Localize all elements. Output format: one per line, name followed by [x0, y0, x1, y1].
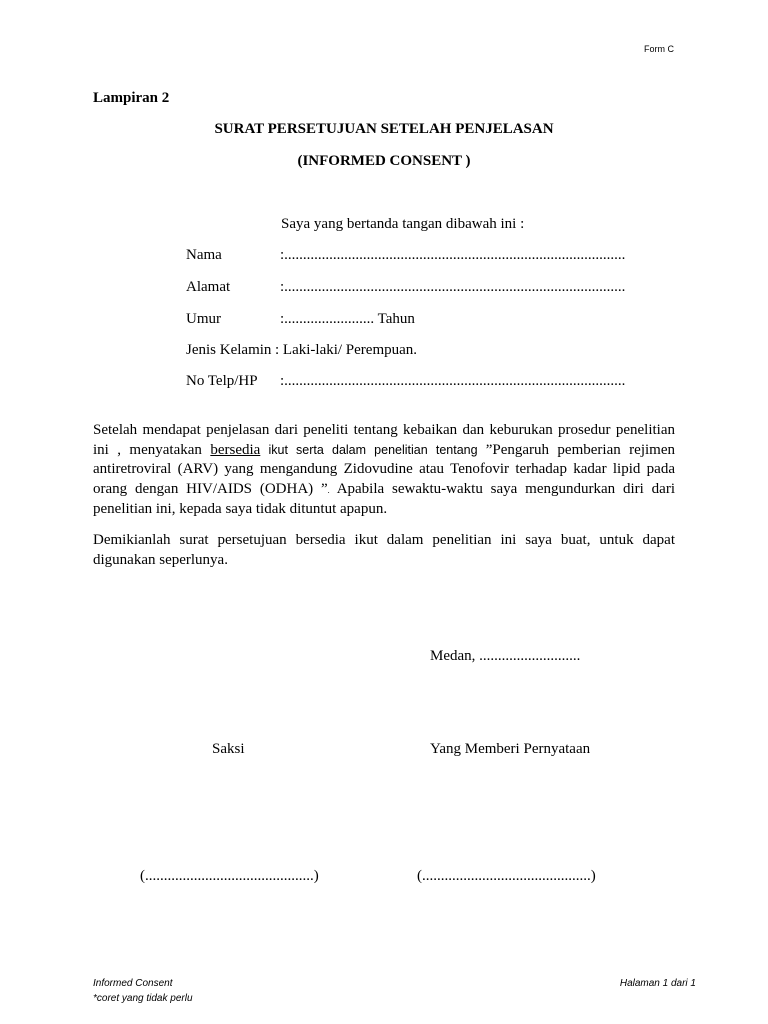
form-label: Form C [644, 44, 674, 54]
document-subtitle: (INFORMED CONSENT ) [297, 153, 471, 169]
declarant-signature-line: (.............................................) [417, 868, 596, 884]
field-label-alamat: Alamat [186, 279, 231, 295]
place-date: Medan, ........................... [430, 648, 581, 664]
appendix-label: Lampiran 2 [93, 90, 170, 106]
consent-underlined-word: bersedia [210, 441, 261, 458]
field-label-nama: Nama [186, 247, 222, 263]
field-value-no-telp: :........................................................................................... [280, 373, 626, 389]
footer-title: Informed Consent [93, 978, 173, 989]
witness-label: Saksi [212, 741, 245, 757]
field-value-alamat: :........................................................................................... [280, 279, 626, 295]
intro-statement: Saya yang bertanda tangan dibawah ini : [281, 216, 525, 232]
consent-small-dot: . [327, 485, 330, 495]
field-value-jenis-kelamin: : Laki-laki/ Perempuan. [275, 342, 418, 358]
field-value-umur: :........................ Tahun [280, 311, 415, 327]
closing-paragraph: Demikianlah surat persetujuan bersedia ikut dalam penelitian ini saya buat, untuk dapat digunakan seperlunya. [93, 532, 675, 568]
footer-note: *coret yang tidak perlu [93, 993, 193, 1004]
witness-signature-line: (.............................................) [140, 868, 319, 884]
field-value-nama: :........................................................................................... [280, 247, 626, 263]
document-title: SURAT PERSETUJUAN SETELAH PENJELASAN [214, 121, 554, 137]
field-label-jenis-kelamin: Jenis Kelamin [186, 342, 272, 358]
consent-paragraph [93, 421, 675, 520]
consent-sans-text: ikut serta dalam penelitian tentang [260, 442, 486, 457]
declarant-label: Yang Memberi Pernyataan [430, 741, 591, 757]
field-label-no-telp: No Telp/HP [186, 373, 258, 389]
consent-text-2: ”Pengaruh pemberian rejimen antiretroviral (ARV) yang mengandung Zidovudine atau Tenofovir terhadap kadar lipid pada orang dengan HIV/AIDS (ODHA) ” [93, 441, 675, 497]
field-label-umur: Umur [186, 311, 221, 327]
consent-text-3: Apabila sewaktu-waktu saya mengundurkan diri dari penelitian ini, kepada saya tidak dituntut apapun. [93, 480, 675, 517]
consent-text-1: Setelah mendapat penjelasan dari peneliti tentang kebaikan dan keburukan prosedur penelitian ini , menyatakan [93, 422, 675, 458]
footer-page-number: Halaman 1 dari 1 [619, 978, 696, 989]
